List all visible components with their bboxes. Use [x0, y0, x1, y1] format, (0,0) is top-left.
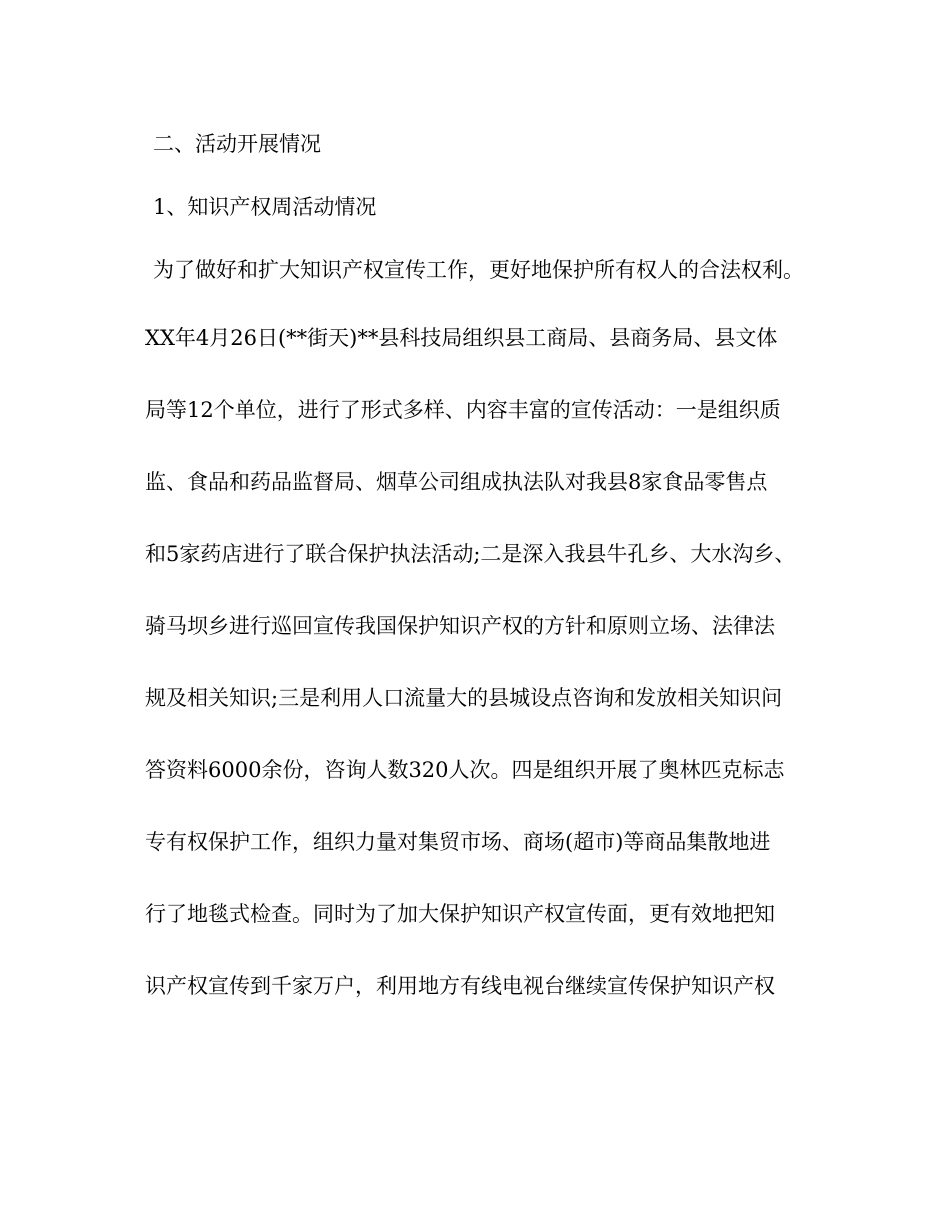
paragraph-line-1: 为了做好和扩大知识产权宣传工作，更好地保护所有权人的合法权利。	[153, 258, 804, 282]
paragraph-line-6: 骑马坝乡进行巡回宣传我国保护知识产权的方针和原则立场、法律法	[145, 614, 775, 638]
paragraph-line-5: 和5家药店进行了联合保护执法活动;二是深入我县牛孔乡、大水沟乡、	[145, 542, 796, 566]
paragraph-line-11: 识产权宣传到千家万户，利用地方有线电视台继续宣传保护知识产权	[145, 974, 775, 998]
paragraph-line-8: 答资料6000余份，咨询人数320人次。四是组织开展了奥林匹克标志	[145, 758, 785, 782]
paragraph-line-2: XX年4月26日(**街天)**县科技局组织县工商局、县商务局、县文体	[145, 326, 778, 350]
paragraph-line-7: 规及相关知识;三是利用人口流量大的县城设点咨询和发放相关知识问	[145, 686, 783, 710]
section-heading: 二、活动开展情况	[153, 132, 321, 156]
paragraph-line-4: 监、食品和药品监督局、烟草公司组成执法队对我县8家食品零售点	[145, 470, 768, 494]
paragraph-line-9: 专有权保护工作，组织力量对集贸市场、商场(超市)等商品集散地进	[145, 830, 771, 854]
paragraph-line-3: 局等12个单位，进行了形式多样、内容丰富的宣传活动：一是组织质	[145, 398, 781, 422]
paragraph-line-10: 行了地毯式检查。同时为了加大保护知识产权宣传面，更有效地把知	[145, 902, 775, 926]
subsection-heading: 1、知识产权周活动情况	[153, 195, 377, 219]
